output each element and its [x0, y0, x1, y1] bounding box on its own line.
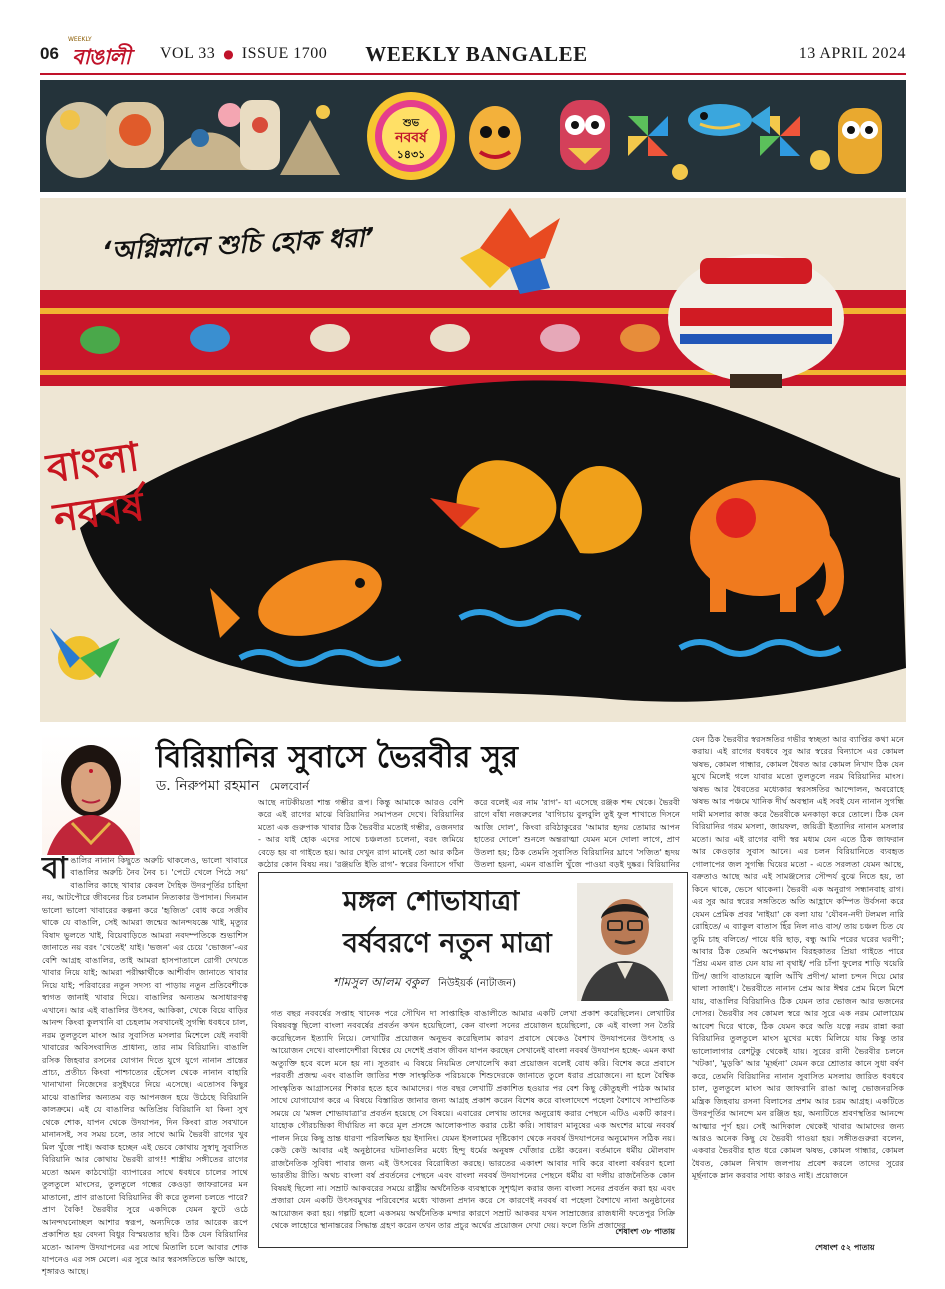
hero-title — [44, 428, 177, 544]
hero-title-line1: বাংলা — [43, 433, 142, 493]
issue: ISSUE 1700 — [241, 45, 328, 62]
corner-flower-icon — [50, 628, 120, 680]
article2-headline-line1: মঙ্গল শোভাযাত্রা — [343, 886, 520, 917]
issue-date: 13 APRIL 2024 — [798, 45, 906, 62]
owl-right-icon — [838, 108, 882, 174]
paper-name: WEEKLY BANGALEE — [365, 41, 588, 66]
festival-banner — [40, 80, 906, 192]
folk-art-doodles-icon — [46, 100, 340, 178]
article2-author-photo — [577, 883, 673, 1001]
bullet-icon: ● — [223, 47, 234, 61]
article1-dropcap: বা — [42, 851, 68, 886]
article1-column-1 — [42, 804, 248, 1277]
article2-body: গত বছর নববর্ষের সপ্তাহ খানেক পরে সৌখিন দা সাপ্তাহিক বাঙালীতে আমার একটি লেখা প্রকাশ করেছিলেন। লেখাটির বিষয়বস্তু ছিলো বাংলা নববর্ষের প্রবর্তন কখন হয়েছিলো, কেন বাংলা সনের প্রয়োজন হয়েছিলো, কে এই বাংলা সন তৈরি করেছিলেন ইত্যাদি নিয়ে। লেখাটির প্রয়োজন অনুভব করেছিলাম কারণ প্রবাসে থেকেও বৈশাখ উদযাপনের উৎসাহ ও আয়োজন দেখে। বাংলাদেশীরা বিশ্বের যে দেশেই প্রবাস জীবন যাপন করছেন সেখানেই বাংলা নববর্ষ উদযাপন হচ্ছে- এমন কথা অত্যুক্তি হবে বলে মনে হয় না। সুতরাং এ বিষয়ে নিয়মিত লেখালেখি করা প্রয়োজন বলেই বোধ করি। বিশেষ করে প্রবাসে পরবর্তী প্রজন্ম এবং বাঙালি জাতির শক্ত সাংস্কৃতিক পরিচয়কে শিশুদেরকে জানাতে তুলে ধরার প্রয়োজনে। না হলে বৈশ্বিক সাংস্কৃতিক আগ্রাসনের শিকার হতে হবে আমাদের। গত বছর লেখাটি প্রকাশিত হওয়ার পর বেশ কিছু কৌতুহলী পাঠক আমার সাথে যোগাযোগ করে এ বিষয়ে বিস্তারিত জানার জন্য আগ্রহ প্রকাশ করেন বিশেষ করে বাংলাদেশে পহেলা বৈশাখে সাম্প্রতিক সময়ে যে 'মঙ্গল শোভাযাত্রা'র প্রবর্তন হয়েছে সে বিষয়ে। এবারের লেখায় তাদের অনুরোধ করার পেছনে এটিও একটি কারণ। যাহোক গৌরচন্দ্রিকা দীর্ঘায়িত না করে মূল প্রসঙ্গে আলোকপাত করার চেষ্টা করি। সাধারণ মানুষের এক অংশের মাঝে নববর্ষ পালন নিয়ে কিছু ভ্রান্ত ধারণা পরিলক্ষিত হয় ইদানিং। যেমন ইসলামের দৃষ্টিকোণ থেকে নববর্ষ উদযাপনের অনুমোদন সঠিক নয়। কেউ কেউ আবার এই অনুষ্ঠানের ঘটনাগুলির মধ্যে হিন্দু ধর্মের অনুষঙ্গ খোঁজার চেষ্টা করেন। বর্তমানে ধর্মীয় মৌলবাদ রাজনৈতিক সুবিধা পাবার জন্য এই উৎসবের বিরোধিতা করছে। ভারতের একাংশ আবার দাবি করে বাংলা বর্ষবরণ হলো ভারতীয় রীতি। অথচ বাংলা বর্ষ প্রবর্তনের পেছনে এবং বাংলা নববর্ষ উদযাপনের পেছনে ধর্মীয় বা দলীয় রাজনৈতিক কোন বিষয়ই ছিলো না। সম্রাট আকবরের সময়ে রাষ্ট্রীয় অর্থনৈতিক ব্যবস্থাকে সুশৃঙ্খল করার জন্য বাংলা সনের প্রবর্তন করা হয় এবং প্রজারা যেন একটি উৎসবমুখর পরিবেশের মধ্যে খাজনা প্রদান করে সে কারণেই নববর্ষ বা পহেলা বৈশাখে নানা অনুষ্ঠানের আয়োজন করা হয়। গল্পটি হলো একসময় অর্থনৈতিক মন্দার কারণে সম্রাট আকবর যখন সাম্রাজ্যের রাজধানী ফতেপুর সিক্রি থেকে লাহোরে স্থানান্তরের সিদ্ধান্ত গ্রহণ করেন তখন তার প্রচুর অর্থের প্রয়োজন দেখা দেয়। ফলে তিনি প্রজাদের — [271, 1008, 675, 1230]
hero-artwork — [40, 198, 906, 722]
article2-continued[interactable]: শেষাংশ ৩৮ পাতায় — [615, 1227, 675, 1236]
fish-icon — [688, 104, 770, 136]
hero-title-line2: নববর্ষ — [50, 483, 147, 542]
article1-col1-text: ঙালির নানান কিছুতে অরুচি থাকলেও, ভালো খাবারে বাঙালির অরুচি নৈব নৈব চ। 'পেটে খেলে পিঠে সয়' বাঙালির কাছে খাবার কেবল দৈহিক উদরপূর্তির চাহিদা নয়, আটপৌরে জীবনের চির চলমান নিত্যকার উপাদান। দিনমান ভালো ভালো খাবারের কল্পনা করে 'হৃজিত' বোধ করে সজীব থাকে যে বাঙালি, সেই আমরা জন্মের আনন্দযজ্ঞে খাই, মৃত্যুর বিষাদ ভুলতে খাই, বিয়েবাড়িতে আমরা নবদম্পতিকে শুভাশিস জানাতে নয় বরং 'খেতেই' যাই। 'ভজন' এর চেয়ে 'ভোজন'-এর বেশি আগ্রহ বাঙালির, তাই আমরা হাসপাতালে রোগী দেখতে খাবার নিয়ে যাই; আমরা পরীক্ষার্থীকে আশীর্বাদ জানাতে খাবার নিয়ে যাই; পরিবারের নতুন সদস্য বা পাড়ায় নতুন প্রতিবেশীকে স্বাগত জানাই খাবার দিয়ে। বাঙালির অন্যতম অসাধারণত্ব এখানে। আর এই বাঙালির উৎসব, আকিকা, খেকে বিয়ে বাড়ির আনন্দ কিংবা কুলখানি বা চেহলাম সবখানেই সুগন্ধি ধবধবে চাল, নরম তুলতুলে মাংস আর সুবাসিত মসলার মিশেলে যেই নবাবী খাবারের অবিসংবাদিত প্রাধান্য, তার নাম বিরিয়ানি। বাঙালি রসিক জিহবার রসনের যোগান দিতে যুগে যুগে নানান প্রান্তের প্রাচ্য, প্রতীচ্য কিংবা পাশ্চাত্যের হেঁসেল থেকে নানান বাহারি খানাখানা নিজেদের রসুইঘরে নিয়ে এসেছে। এতোসব কিছুর মাঝে বাঙালির অন্যতম বড় আপনজন হয়ে উঠেছে বিরিয়ানি কালক্রমে। এই যে বাঙালির অতিপ্রিয় বিরিয়ানি যা কিনা সুখ থেকে শোক, যাপন থেকে উদযাপন, দিন কিংবা রাত সবখানে মানানসই, সব সময় চলে, তার সাথে আমি ভৈরবী রাগের খুব মিল খুঁজে পাই। অবাক হচ্ছেন এই ভেবে কোথায় সুস্বাদু সুবাসিত বিরিয়ানি আর কোথায় ভৈরবী রাগ!! শাস্ত্রীয় সঙ্গীতের রাগের মতো অমন কাঠখোট্টা ব্যাপারের সাথে ধবধবে চালের সাথে তুলতুলে মাংসের, তুলতুলে গন্ধের কেওড়া জাফরানের মন মাতানো, প্রাণ রাঙানো বিরিয়ানির কী করে তুলনা চলতে পারে? প্রাণ বৈকি! ভৈরবীর সুরে একদিকে যেমন ফুটে ওঠে আনন্দঘনোচ্ছল আশার স্বরূপ, অন্যদিকে তার আরেক রূপে প্রকাশিত হয় বেদনা বিধুর বিস্ময়তার ছবি। ঠিক যেন বিরিয়ানির মতো- আনন্দ উদযাপনের এর সাথে মিতালি চলে আবার শোক যাপনেও এর সঙ্গ মেলে। এর সুরে আর স্বরসঙ্গতিতে ভক্তি আছে, শৃঙ্গারও আছে। — [42, 855, 248, 1277]
article1-city: মেলবোর্ন — [269, 780, 309, 793]
article2-author: শামসুল আলম বকুল — [333, 975, 429, 989]
page-number: 06 — [40, 44, 59, 63]
logo-tagline: WEEKLY — [68, 36, 92, 43]
badge-line2: নববর্ষ — [395, 130, 427, 146]
article1-column-3 — [474, 796, 680, 870]
article1-column-2 — [258, 796, 464, 870]
article2-byline — [333, 974, 516, 994]
boxed-article — [258, 872, 688, 1248]
logo-text: বাঙালী — [72, 45, 130, 69]
banner-artwork — [40, 80, 906, 192]
article2-headline-line2: বর্ষবরণে নতুন মাত্রা — [343, 928, 552, 959]
article1-col4-text: যেন ঠিক ভৈরবীর স্বরসঙ্গতির গভীর স্বচ্ছতা আর ব্যাপ্তির কথা মনে করায়। এই রাগের ধবধবে সুর আর স্বরের বিন্যাসে এর কোমল ঋষভ, কোমল গান্ধার, কোমল ধৈবত আর কোমল নিখাদ ঠিক যেন মুখে মিলেই গলে যাবার মতো তুলতুলে নরম বিরিয়ানির মাংস। ঋষভ আর ধৈবতের মধ্যেকার স্বরসঙ্গতির আন্দোলন, অবরোহে ঋষভ আর পঞ্চমে খানিক দীর্ঘ অবস্থান এই সবই যেন নানান সুগন্ধি দামী মসলার কাজ করে ভৈরবীকে মনকাড়া করে তোলে। ঠিক যেন বিরিয়ানির গরম মসলা, জায়ফল, জয়িত্রী ইত্যাদির নানান মসলার মতো। আর এই রাগের বাদী স্বর মধ্যম যেন এতে ঠিক জাফরান আর কেওড়ার সুবাস আনে। এর চলন বিরিয়ানিতে ব্যবহৃত গোলাপের জল সুগন্ধি ঘিয়ের মতো - এতে সরলতা যেমন আছে, বক্রতাও আছে আর এই সামঞ্জস্যের সৌন্দর্য বুঝে নিতে হয়, তা কিনে থাকে, ভেসে থাকেনা। ভৈরবী এক অনুরাগ সন্ধানবাহ রাগ। এর সুর আর স্বরের সঙ্গতিতে অতি আহ্লাদে কম্পিত উর্বসনা করে যেমন প্রেমিক প্রবর 'নাইয়া' কে বলা যায় 'যৌবন-নদী টলমল নারি রোহিতে/ এ ব্যাকুল বাতাস হিঁর নিল নাও বাস/ তায় চঞ্চল চিত যে তুমি চাহ বলিতে/ পায়ে ধরি ছাড়, বন্ধু আমি পরের ঘরের ঘরণী'; আবার ঠিক তেমনি অপেক্ষমান বিরহকাতর প্রিয়া গাইতে পারে 'প্রিয় এমন রাত যেন যায় না বৃথাই/ পরি চাঁপা ফুলের শাড়ি খয়েরি টিপ/ জাগি বাতায়নে জ্বালি আঁখি প্রদীপ/ মালা চন্দন দিয়ে মোর থালা সাজাই'। ভৈরবীতে নানান প্রেম আর ঈশ্বর প্রেম মিলে মিশে যায়, বাঙালির বিরিয়ানিও ঠিক যেমন তার ভোজন আর ভজনের দোসর। ভৈরবীর সব কোমল স্বরে আর সুরে এক নরম মোলায়েম আবেশ ঘিরে থাকে, ঠিক যেমন করে অতি যত্নে নরম রান্না করা বিরিয়ানির তুলতুলে মাংস মুখের মধ্যে মিলিয়ে যায় কিন্তু তার ভালোলাগার রেশটুকু থেকেই যায়। সুরের রানী ভৈরবীর চলনে 'খটকা', 'মুড়কি' আর 'মূর্চ্ছনা' যেমন করে শ্রোতার কানে সুধা বর্ষণ করে, তেমনি বিরিয়ানির নানান সুবাসিত মসলায় জারিত ধবধবে চাল, তুলতুলে মাংস আর জাফরানি রাঙা আলু ভোজনরসিক মন্ত্রিক জিহবায় রসনা বিলাসের প্রশম আর চরম আগ্রহ। একটিতে উদরপূর্তির আনন্দে মন রঞ্জিত হয়, অন্যটিতে শ্রবণস্থতির আনন্দে আত্মার পূর্ণ হয়। সেই আদিকাল থেকেই খাবার আমাদের জন্য আরও অনেক কিছু যে ভৈরবী গাওয়া হয়। সঙ্গীতগুরুরা বলেন, একবার ভৈরবীর হাত ধরে কোমল ঋষভ, কোমল গান্ধার, কোমল ধৈবত, কোমল নিখাদ জলপায় প্রবেশ করলে তাদের সুরের মূর্ছনাকে ম্লান করবার সাধ্য কারও নাই। প্রয়োজনে — [692, 734, 904, 1181]
author2-portrait-icon — [577, 883, 673, 1001]
volume: VOL 33 — [160, 45, 216, 62]
masthead-rule — [40, 73, 906, 75]
hero-slogan: ‘অগ্নিস্নানে শুচি হোক ধরা’ — [101, 222, 376, 268]
article1-byline — [156, 774, 309, 798]
newspaper-logo[interactable] — [68, 36, 150, 69]
flower-icon — [460, 208, 560, 294]
badge-year: ১৪৩১ — [396, 148, 426, 161]
article1-col3-text: করে বলেই এর নাম 'রাগ'- যা এসেছে রঞ্জক শব্দ থেকে। ভৈরবী রাগে বাঁধা নজরুলের 'বাগিচায় বুলবুলি তুই ফুল শাখাতে দিসনে আজি দোল', কিংবা রবিঠাকুরের 'আমার হৃদয় তোমার আপন হাতের দোলে' শুনলে অন্তরাত্মা যেমন মনে দোলা লাগে, প্রাণ উতলা হয়; ঠিক তেমনি সুবাসিত বিরিয়ানির ঘ্রাণে 'সজিত' হৃদয় উতলা হয়না, এমন বাঙালি খুঁজে পাওয়া বড়ই দুষ্কর। বিরিয়ানির — [474, 797, 680, 870]
article2-city: নিউইয়র্ক (নাটাজন) — [438, 978, 517, 989]
article1-col2-text: আছে নাটকীয়তা শান্ত গম্ভীর রূপ। কিন্তু আমাকে আরও বেশি করে এই রাগের মাঝে বিরিয়ানির সমাপতন দেখে। বিরিয়ানির মতো এক গুরুপাক খাবার ঠিক ভৈরবীর মতোই গম্ভীর, ওজনদার - আর যাই হোক এদের সাথে চঞ্চলতা চলেনা, বরং জমিয়ে বেড়ে হয় বা গাইতে হয়। আর দেখুন রাগ মানেই তো আর কঠিন কঠোর কোন বিষয় নয়। 'রঞ্জয়তি ইতি রাগ'- স্বরের বিন্যাসে গাঁথা — [258, 797, 464, 870]
masthead — [40, 36, 906, 72]
article1-continued[interactable]: শেষাংশ ৫২ পাতায় — [815, 1243, 875, 1252]
hero-illustration — [40, 198, 906, 722]
mask-icon — [469, 106, 521, 170]
owl-icon — [560, 100, 610, 170]
article1-headline: বিরিয়ানির সুবাসে ভৈরবীর সুর — [156, 740, 519, 775]
badge-line1: শুভ — [402, 118, 420, 129]
article1-author: ড. নিরুপমা রহমান — [156, 778, 260, 794]
article1-column-4 — [692, 733, 904, 1241]
